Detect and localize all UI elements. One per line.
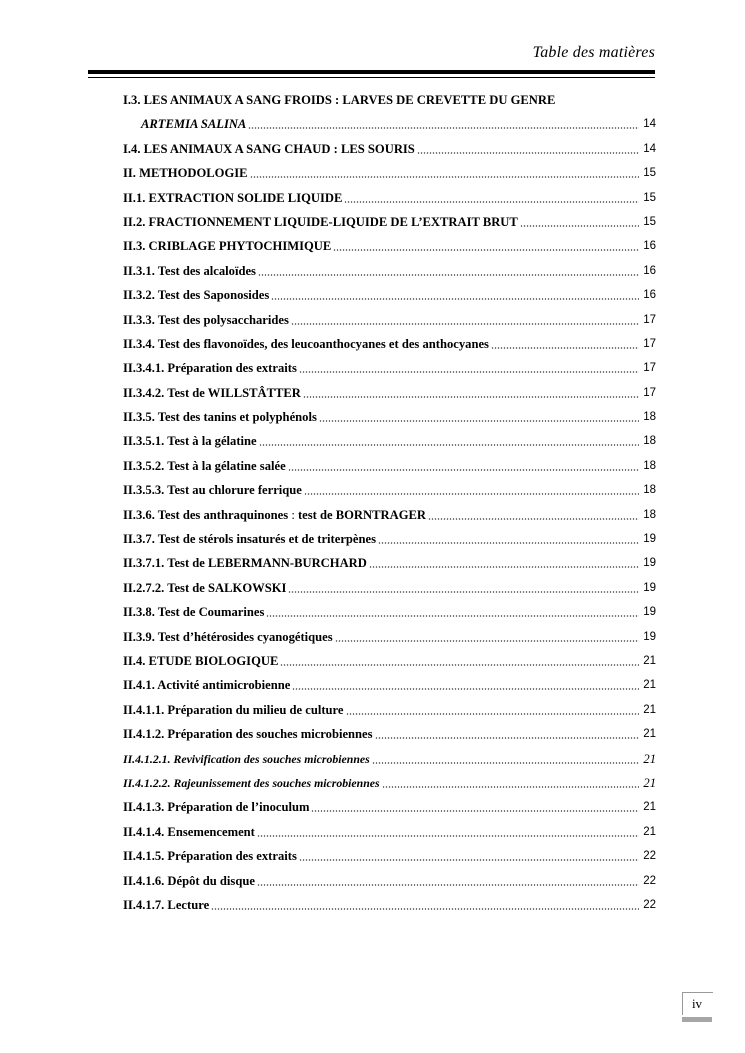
toc-entry-title: II.4.1.2.1. Revivification des souches microbiennes — [123, 751, 370, 766]
toc-entry[interactable] — [123, 375, 656, 399]
toc-entry-title: II.2. FRACTIONNEMENT LIQUIDE-LIQUIDE DE L’EXTRAIT BRUT — [123, 214, 518, 229]
toc-dot-leader — [335, 640, 639, 642]
toc-entry-title: II.4.1.6. Dépôt du disque — [123, 873, 255, 888]
toc-entry-title: II.4. ETUDE BIOLOGIQUE — [123, 653, 279, 668]
toc-entry-title: II.3.8. Test de Coumarines — [123, 605, 265, 620]
toc-entry-title: II.2.7.2. Test de SALKOWSKI — [123, 580, 287, 595]
toc-entry-page: 16 — [643, 240, 656, 253]
toc-entry-title: II.3.5.2. Test à la gélatine salée — [123, 458, 286, 473]
toc-entry-title: II.3.3. Test des polysaccharides — [123, 312, 289, 327]
toc-entry-page: 22 — [643, 898, 656, 911]
toc-entry-title: II.4.1.7. Lecture — [123, 897, 210, 912]
toc-entry-page: 16 — [643, 289, 656, 302]
toc-entry-title-part: test de BORNTRAGER — [297, 507, 427, 522]
toc-entry-title — [123, 508, 426, 522]
toc-entry-page: 18 — [643, 411, 656, 424]
toc-entry-title: II.3.5.1. Test à la gélatine — [123, 434, 257, 449]
toc-entry[interactable] — [123, 888, 656, 912]
toc-entry[interactable] — [123, 668, 656, 692]
toc-dot-leader — [280, 664, 639, 666]
toc-dot-leader — [491, 347, 639, 349]
toc-entry-page: 21 — [643, 728, 656, 741]
toc-dot-leader — [304, 493, 639, 495]
toc-entry-title: II.4.1. Activité antimicrobienne — [123, 678, 291, 693]
toc-dot-leader — [378, 542, 639, 544]
page-number-bar — [682, 1017, 712, 1022]
toc-dot-leader — [250, 176, 639, 178]
toc-entry[interactable] — [123, 839, 656, 863]
toc-entry-page: 17 — [643, 362, 656, 375]
toc-entry-page: 21 — [643, 654, 656, 667]
toc-entry[interactable] — [123, 156, 656, 180]
toc-entry[interactable] — [123, 327, 656, 351]
toc-entry-title: I.4. LES ANIMAUX A SANG CHAUD : LES SOURIS — [123, 141, 415, 156]
toc-entry[interactable] — [123, 278, 656, 302]
toc-entry[interactable] — [123, 790, 656, 814]
toc-entry[interactable] — [123, 424, 656, 448]
toc-entry-page: 19 — [643, 606, 656, 619]
toc-entry-title: II.3. CRIBLAGE PHYTOCHIMIQUE — [123, 239, 332, 254]
header-rule-thick — [88, 70, 655, 74]
toc-entry-page: 21 — [643, 801, 656, 814]
toc-entry[interactable] — [123, 253, 656, 277]
toc-dot-leader — [375, 737, 639, 739]
toc-dot-leader — [257, 884, 639, 886]
toc-dot-leader — [417, 152, 639, 154]
toc-entry-title: II.3.1. Test des alcaloïdes — [123, 263, 256, 278]
page-number: iv — [691, 996, 703, 1011]
toc-entry-page: 19 — [643, 630, 656, 643]
toc-entry[interactable] — [123, 741, 656, 765]
toc-entry[interactable] — [123, 473, 656, 497]
toc-dot-leader — [288, 469, 639, 471]
toc-dot-leader — [346, 713, 639, 715]
toc-entry-title: II.4.1.4. Ensemencement — [123, 824, 255, 839]
toc-entry-page: 14 — [643, 142, 656, 155]
toc-entry-page: 18 — [643, 459, 656, 472]
toc-entry-title: II.3.7. Test de stérols insaturés et de triterpènes — [123, 532, 377, 547]
toc-dot-leader — [259, 444, 639, 446]
toc-entry-page: 19 — [643, 557, 656, 570]
toc-dot-leader — [372, 762, 639, 764]
toc-entry-page: 19 — [643, 581, 656, 594]
toc-entry-page: 22 — [643, 874, 656, 887]
toc-entry-title: II.3.5. Test des tanins et polyphénols — [123, 410, 317, 425]
toc-entry-separator: : — [288, 507, 298, 522]
toc-entry-title: II.4.1.1. Préparation du milieu de culture — [123, 702, 344, 717]
toc-entry[interactable] — [123, 570, 656, 594]
toc-entry-title: II.4.1.2. Préparation des souches microbiennes — [123, 727, 373, 742]
toc-entry[interactable] — [123, 229, 656, 253]
toc-entry-page: 22 — [643, 850, 656, 863]
toc-dot-leader — [333, 249, 639, 251]
toc-entry-page: 21 — [643, 703, 656, 716]
toc-entry[interactable] — [123, 84, 656, 107]
toc-dot-leader — [303, 396, 639, 398]
toc-entry-page: 21 — [643, 679, 656, 692]
toc-entry[interactable] — [123, 863, 656, 887]
toc-dot-leader — [299, 859, 639, 861]
toc-entry[interactable] — [123, 766, 656, 790]
toc-entry-page: 18 — [643, 435, 656, 448]
toc-dot-leader — [344, 201, 639, 203]
toc-entry-page: 14 — [643, 118, 656, 131]
toc-entry[interactable] — [123, 448, 656, 472]
toc-entry-page: 16 — [643, 264, 656, 277]
toc-entry[interactable] — [123, 400, 656, 424]
toc-entry-title: II.3.4.1. Préparation des extraits — [123, 361, 297, 376]
toc-entry-page: 15 — [643, 215, 656, 228]
toc-entry[interactable] — [123, 692, 656, 716]
table-of-contents — [123, 84, 656, 912]
toc-entry[interactable] — [123, 497, 656, 521]
toc-entry-page: 19 — [643, 533, 656, 546]
toc-entry-title: II.3.2. Test des Saponosides — [123, 288, 270, 303]
toc-dot-leader — [271, 298, 639, 300]
toc-dot-leader — [288, 591, 639, 593]
toc-entry-title: II.3.5.3. Test au chlorure ferrique — [123, 483, 302, 498]
toc-entry[interactable] — [123, 180, 656, 204]
toc-entry[interactable] — [123, 302, 656, 326]
toc-entry-page: 15 — [643, 167, 656, 180]
toc-entry-page: 18 — [643, 484, 656, 497]
toc-entry-title: I.3. LES ANIMAUX A SANG FROIDS : LARVES DE CREVETTE DU GENRE — [123, 93, 556, 107]
toc-entry-page: 17 — [643, 337, 656, 350]
toc-entry-title-part: II.3.6. Test des anthraquinones — [123, 507, 289, 522]
toc-entry[interactable] — [123, 351, 656, 375]
toc-dot-leader — [311, 810, 639, 812]
toc-entry-title: II.3.4. Test des flavonoïdes, des leucoanthocyanes et des anthocyanes — [123, 336, 489, 351]
toc-entry-page: 18 — [643, 508, 656, 521]
toc-entry[interactable] — [123, 107, 656, 131]
toc-entry[interactable] — [123, 814, 656, 838]
toc-entry[interactable] — [123, 595, 656, 619]
toc-entry-page: 21 — [643, 825, 656, 838]
toc-entry-title: II. METHODOLOGIE — [123, 166, 248, 181]
toc-entry-page: 17 — [643, 313, 656, 326]
toc-entry-title: II.4.1.3. Préparation de l’inoculum — [123, 800, 310, 815]
toc-dot-leader — [211, 908, 639, 910]
toc-dot-leader — [299, 371, 639, 373]
toc-dot-leader — [248, 127, 639, 129]
toc-entry[interactable] — [123, 522, 656, 546]
toc-entry-page: 15 — [643, 191, 656, 204]
toc-entry-title: II.4.1.5. Préparation des extraits — [123, 849, 297, 864]
toc-entry[interactable] — [123, 546, 656, 570]
header-rule-thin — [88, 77, 655, 78]
toc-entry-title: II.3.7.1. Test de LEBERMANN-BURCHARD — [123, 556, 367, 571]
toc-entry-title: II.4.1.2.2. Rajeunissement des souches microbiennes — [123, 775, 380, 790]
toc-entry-title: II.3.4.2. Test de WILLSTÂTTER — [123, 385, 301, 400]
toc-dot-leader — [382, 786, 639, 788]
toc-entry-page: 21 — [643, 775, 656, 790]
toc-dot-leader — [520, 225, 639, 227]
toc-entry-page: 17 — [643, 386, 656, 399]
toc-dot-leader — [257, 835, 639, 837]
toc-entry[interactable] — [123, 619, 656, 643]
toc-dot-leader — [266, 615, 639, 617]
toc-entry[interactable] — [123, 205, 656, 229]
toc-entry-title: II.1. EXTRACTION SOLIDE LIQUIDE — [123, 190, 343, 205]
page-header-title: Table des matières — [532, 44, 655, 61]
toc-dot-leader — [291, 323, 639, 325]
toc-dot-leader — [428, 518, 639, 520]
toc-dot-leader — [258, 274, 639, 276]
toc-dot-leader — [369, 566, 639, 568]
toc-entry[interactable] — [123, 644, 656, 668]
toc-dot-leader — [319, 420, 639, 422]
toc-entry-title: ARTEMIA SALINA — [141, 117, 247, 132]
toc-entry[interactable] — [123, 131, 656, 155]
toc-dot-leader — [292, 688, 639, 690]
toc-entry-title: II.3.9. Test d’hétérosides cyanogétiques — [123, 629, 333, 644]
toc-entry-page: 21 — [643, 751, 656, 766]
toc-entry[interactable] — [123, 717, 656, 741]
